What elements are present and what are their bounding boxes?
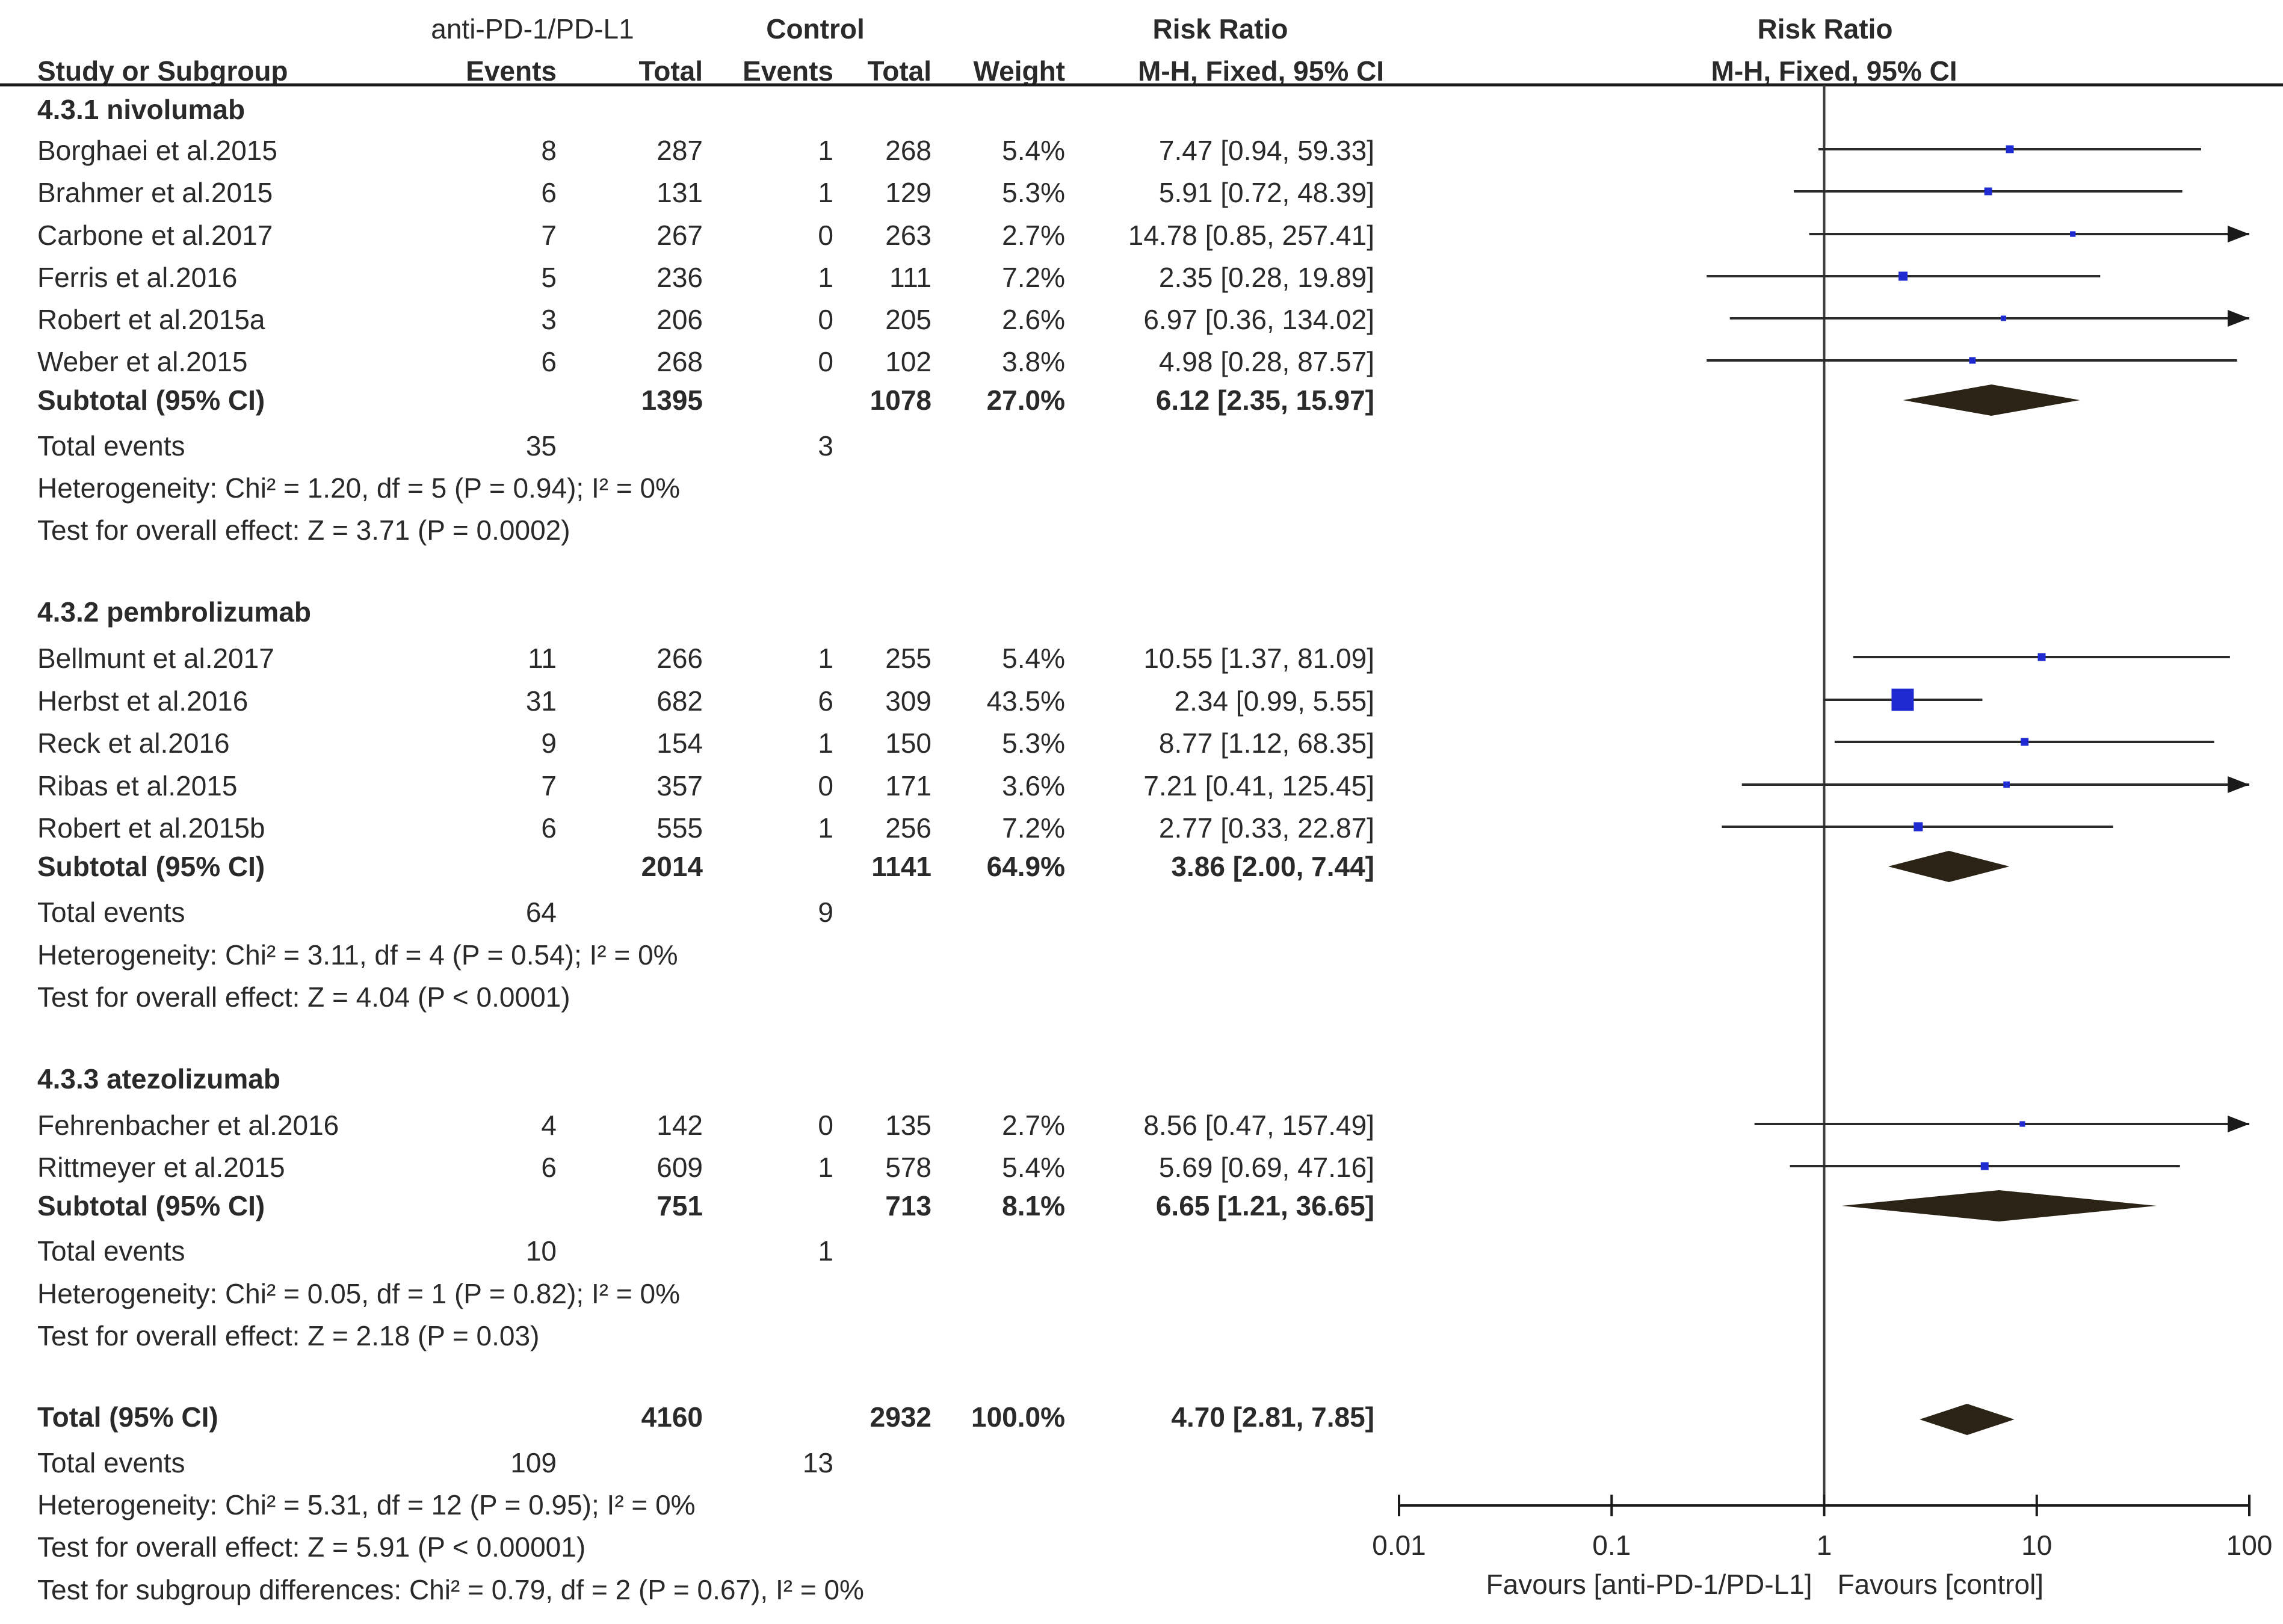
header-group2: Control	[766, 13, 865, 45]
header-rr: Risk Ratio	[1152, 13, 1288, 45]
study-ci-line-arrow	[2228, 310, 2249, 327]
total-label: Total (95% CI)	[37, 1401, 218, 1433]
subtotal-diamond	[1903, 384, 2080, 416]
events-control: 0	[818, 770, 833, 801]
study-point	[1981, 1162, 1989, 1170]
study-weight: 2.7%	[1002, 220, 1065, 251]
total-control: 309	[885, 685, 931, 717]
total-events-control: 3	[818, 430, 833, 462]
subtotal-weight: 27.0%	[986, 384, 1065, 416]
total-treatment: 267	[656, 220, 703, 251]
x-tick-label: 100	[2226, 1530, 2273, 1561]
total-control: 205	[885, 304, 931, 335]
favours-left-label: Favours [anti-PD-1/PD-L1]	[1486, 1569, 1812, 1600]
total-control: 268	[885, 135, 931, 166]
col-events1: Events	[466, 55, 557, 87]
x-tick-label: 0.1	[1592, 1530, 1631, 1561]
subtotal-diamond	[1888, 851, 2010, 882]
study-ci-text: 8.56 [0.47, 157.49]	[1143, 1110, 1374, 1141]
subtotal-total-treatment: 751	[656, 1190, 703, 1221]
total-control: 171	[885, 770, 931, 801]
study-point	[2021, 738, 2028, 746]
plot-method: M-H, Fixed, 95% CI	[1711, 55, 1957, 87]
study-ci-text: 2.35 [0.28, 19.89]	[1158, 262, 1374, 293]
heterogeneity-text: Heterogeneity: Chi² = 3.11, df = 4 (P = 0.54); I² = 0%	[37, 939, 678, 971]
total-treatment: 131	[656, 177, 703, 208]
total-diamond	[1920, 1404, 2015, 1435]
study-weight: 5.4%	[1002, 1152, 1065, 1183]
events-control: 0	[818, 1110, 833, 1141]
study-weight: 43.5%	[986, 685, 1065, 717]
study-weight: 5.3%	[1002, 727, 1065, 759]
study-point	[1969, 357, 1976, 364]
study-ci-text: 2.34 [0.99, 5.55]	[1174, 685, 1374, 717]
col-total1: Total	[638, 55, 703, 87]
total-control: 578	[885, 1152, 931, 1183]
total-events-label: Total events	[37, 897, 185, 928]
total-total-control: 2932	[870, 1401, 931, 1433]
study-point	[1914, 822, 1923, 831]
study-name: Borghaei et al.2015	[37, 135, 277, 166]
study-weight: 5.3%	[1002, 177, 1065, 208]
study-weight: 2.6%	[1002, 304, 1065, 335]
total-events-treatment: 109	[510, 1447, 557, 1478]
events-treatment: 9	[541, 727, 557, 759]
overall-effect-text: Test for overall effect: Z = 2.18 (P = 0.03)	[37, 1320, 540, 1351]
plot-marks	[1707, 145, 2249, 1435]
events-treatment: 7	[541, 770, 557, 801]
events-control: 1	[818, 812, 833, 844]
subtotal-total-treatment: 1395	[641, 384, 703, 416]
total-ci-text: 4.70 [2.81, 7.85]	[1171, 1401, 1374, 1433]
study-ci-text: 10.55 [1.37, 81.09]	[1143, 643, 1374, 674]
events-control: 1	[818, 1152, 833, 1183]
study-weight: 7.2%	[1002, 812, 1065, 844]
total-control: 102	[885, 346, 931, 377]
events-treatment: 7	[541, 220, 557, 251]
total-weight: 100.0%	[971, 1401, 1065, 1433]
overall-effect-text: Test for overall effect: Z = 3.71 (P = 0.0002)	[37, 514, 570, 546]
subtotal-label: Subtotal (95% CI)	[37, 384, 265, 416]
study-weight: 7.2%	[1002, 262, 1065, 293]
subtotal-total-control: 1078	[870, 384, 931, 416]
total-control: 263	[885, 220, 931, 251]
subtotal-ci-text: 3.86 [2.00, 7.44]	[1171, 851, 1374, 882]
total-treatment: 266	[656, 643, 703, 674]
study-point	[2070, 231, 2075, 236]
events-control: 0	[818, 346, 833, 377]
total-events-control: 1	[818, 1235, 833, 1267]
x-tick-label: 1	[1816, 1530, 1832, 1561]
favours-right-label: Favours [control]	[1837, 1569, 2044, 1600]
events-treatment: 5	[541, 262, 557, 293]
total-events-treatment: 35	[525, 430, 557, 462]
study-ci-text: 14.78 [0.85, 257.41]	[1128, 220, 1374, 251]
study-name: Robert et al.2015b	[37, 812, 265, 844]
total-overall-effect-text: Test for overall effect: Z = 5.91 (P < 0.00001)	[37, 1531, 586, 1563]
col-study: Study or Subgroup	[37, 55, 288, 87]
events-control: 6	[818, 685, 833, 717]
total-treatment: 206	[656, 304, 703, 335]
events-treatment: 6	[541, 1152, 557, 1183]
total-events-treatment: 64	[525, 897, 557, 928]
total-treatment: 682	[656, 685, 703, 717]
subgroup-heading: 4.3.1 nivolumab	[37, 94, 246, 125]
total-events-control: 9	[818, 897, 833, 928]
events-control: 0	[818, 220, 833, 251]
subtotal-total-treatment: 2014	[641, 851, 703, 882]
subtotal-label: Subtotal (95% CI)	[37, 1190, 265, 1221]
study-name: Reck et al.2016	[37, 727, 230, 759]
total-control: 135	[885, 1110, 931, 1141]
events-control: 1	[818, 177, 833, 208]
col-rr-method: M-H, Fixed, 95% CI	[1138, 55, 1384, 87]
study-ci-text: 6.97 [0.36, 134.02]	[1143, 304, 1374, 335]
col-events2: Events	[743, 55, 833, 87]
events-control: 1	[818, 643, 833, 674]
study-ci-text: 8.77 [1.12, 68.35]	[1158, 727, 1374, 759]
heterogeneity-text: Heterogeneity: Chi² = 0.05, df = 1 (P = 0.82); I² = 0%	[37, 1278, 680, 1309]
events-control: 1	[818, 262, 833, 293]
heterogeneity-text: Heterogeneity: Chi² = 1.20, df = 5 (P = 0.94); I² = 0%	[37, 472, 680, 504]
study-name: Carbone et al.2017	[37, 220, 273, 251]
subtotal-weight: 8.1%	[1002, 1190, 1065, 1221]
events-control: 0	[818, 304, 833, 335]
total-treatment: 357	[656, 770, 703, 801]
study-name: Herbst et al.2016	[37, 685, 249, 717]
table-rows	[37, 94, 1374, 1605]
total-total-treatment: 4160	[641, 1401, 703, 1433]
total-treatment: 287	[656, 135, 703, 166]
study-point	[2003, 782, 2010, 788]
subtotal-ci-text: 6.65 [1.21, 36.65]	[1155, 1190, 1374, 1221]
total-treatment: 555	[656, 812, 703, 844]
study-weight: 5.4%	[1002, 135, 1065, 166]
total-control: 255	[885, 643, 931, 674]
total-events-control: 13	[802, 1447, 833, 1478]
total-events-treatment: 10	[525, 1235, 557, 1267]
study-name: Bellmunt et al.2017	[37, 643, 274, 674]
subtotal-total-control: 713	[885, 1190, 931, 1221]
study-ci-line-arrow	[2228, 1116, 2249, 1132]
study-point	[1985, 188, 1992, 196]
study-weight: 3.8%	[1002, 346, 1065, 377]
study-ci-text: 5.91 [0.72, 48.39]	[1158, 177, 1374, 208]
study-name: Brahmer et al.2015	[37, 177, 273, 208]
total-treatment: 268	[656, 346, 703, 377]
events-treatment: 11	[528, 643, 557, 674]
events-treatment: 3	[541, 304, 557, 335]
subtotal-weight: 64.9%	[986, 851, 1065, 882]
total-control: 129	[885, 177, 931, 208]
subtotal-ci-text: 6.12 [2.35, 15.97]	[1155, 384, 1374, 416]
study-ci-line-arrow	[2228, 226, 2249, 242]
study-point	[2001, 315, 2006, 321]
study-weight: 2.7%	[1002, 1110, 1065, 1141]
events-treatment: 31	[525, 685, 557, 717]
events-treatment: 6	[541, 177, 557, 208]
events-treatment: 4	[541, 1110, 557, 1141]
study-point	[1898, 271, 1908, 280]
events-treatment: 6	[541, 346, 557, 377]
subtotal-diamond	[1842, 1190, 2157, 1221]
study-ci-text: 4.98 [0.28, 87.57]	[1158, 346, 1374, 377]
subgroup-difference-text: Test for subgroup differences: Chi² = 0.79, df = 2 (P = 0.67), I² = 0%	[37, 1574, 864, 1605]
study-weight: 3.6%	[1002, 770, 1065, 801]
study-point	[1891, 689, 1914, 711]
study-name: Ferris et al.2016	[37, 262, 238, 293]
col-total2: Total	[867, 55, 931, 87]
overall-effect-text: Test for overall effect: Z = 4.04 (P < 0.0001)	[37, 981, 570, 1013]
header-plot-title: Risk Ratio	[1757, 13, 1893, 45]
study-name: Robert et al.2015a	[37, 304, 265, 335]
study-name: Weber et al.2015	[37, 346, 248, 377]
x-axis	[1372, 85, 2272, 1600]
study-name: Ribas et al.2015	[37, 770, 238, 801]
total-events-label: Total events	[37, 430, 185, 462]
total-control: 150	[885, 727, 931, 759]
total-treatment: 154	[656, 727, 703, 759]
header-group1: anti-PD-1/PD-L1	[431, 13, 634, 45]
study-weight: 5.4%	[1002, 643, 1065, 674]
col-weight: Weight	[973, 55, 1065, 87]
study-ci-text: 7.47 [0.94, 59.33]	[1158, 135, 1374, 166]
subtotal-total-control: 1141	[871, 851, 931, 882]
study-ci-text: 5.69 [0.69, 47.16]	[1158, 1152, 1374, 1183]
study-point	[2019, 1121, 2025, 1126]
total-treatment: 142	[656, 1110, 703, 1141]
events-control: 1	[818, 727, 833, 759]
study-point	[2006, 145, 2013, 153]
events-control: 1	[818, 135, 833, 166]
total-events-label: Total events	[37, 1235, 185, 1267]
events-treatment: 6	[541, 812, 557, 844]
total-control: 111	[889, 262, 931, 293]
x-tick-label: 10	[2021, 1530, 2053, 1561]
study-ci-line-arrow	[2228, 776, 2249, 793]
study-name: Rittmeyer et al.2015	[37, 1152, 285, 1183]
study-point	[2037, 653, 2045, 661]
total-treatment: 236	[656, 262, 703, 293]
subgroup-heading: 4.3.2 pembrolizumab	[37, 596, 312, 628]
total-events-label: Total events	[37, 1447, 185, 1478]
x-tick-label: 0.01	[1372, 1530, 1426, 1561]
study-ci-text: 7.21 [0.41, 125.45]	[1143, 770, 1374, 801]
events-treatment: 8	[541, 135, 557, 166]
total-heterogeneity-text: Heterogeneity: Chi² = 5.31, df = 12 (P = 0.95); I² = 0%	[37, 1489, 696, 1521]
total-control: 256	[885, 812, 931, 844]
subgroup-heading: 4.3.3 atezolizumab	[37, 1063, 280, 1095]
total-treatment: 609	[656, 1152, 703, 1183]
subtotal-label: Subtotal (95% CI)	[37, 851, 265, 882]
study-name: Fehrenbacher et al.2016	[37, 1110, 339, 1141]
study-ci-text: 2.77 [0.33, 22.87]	[1158, 812, 1374, 844]
